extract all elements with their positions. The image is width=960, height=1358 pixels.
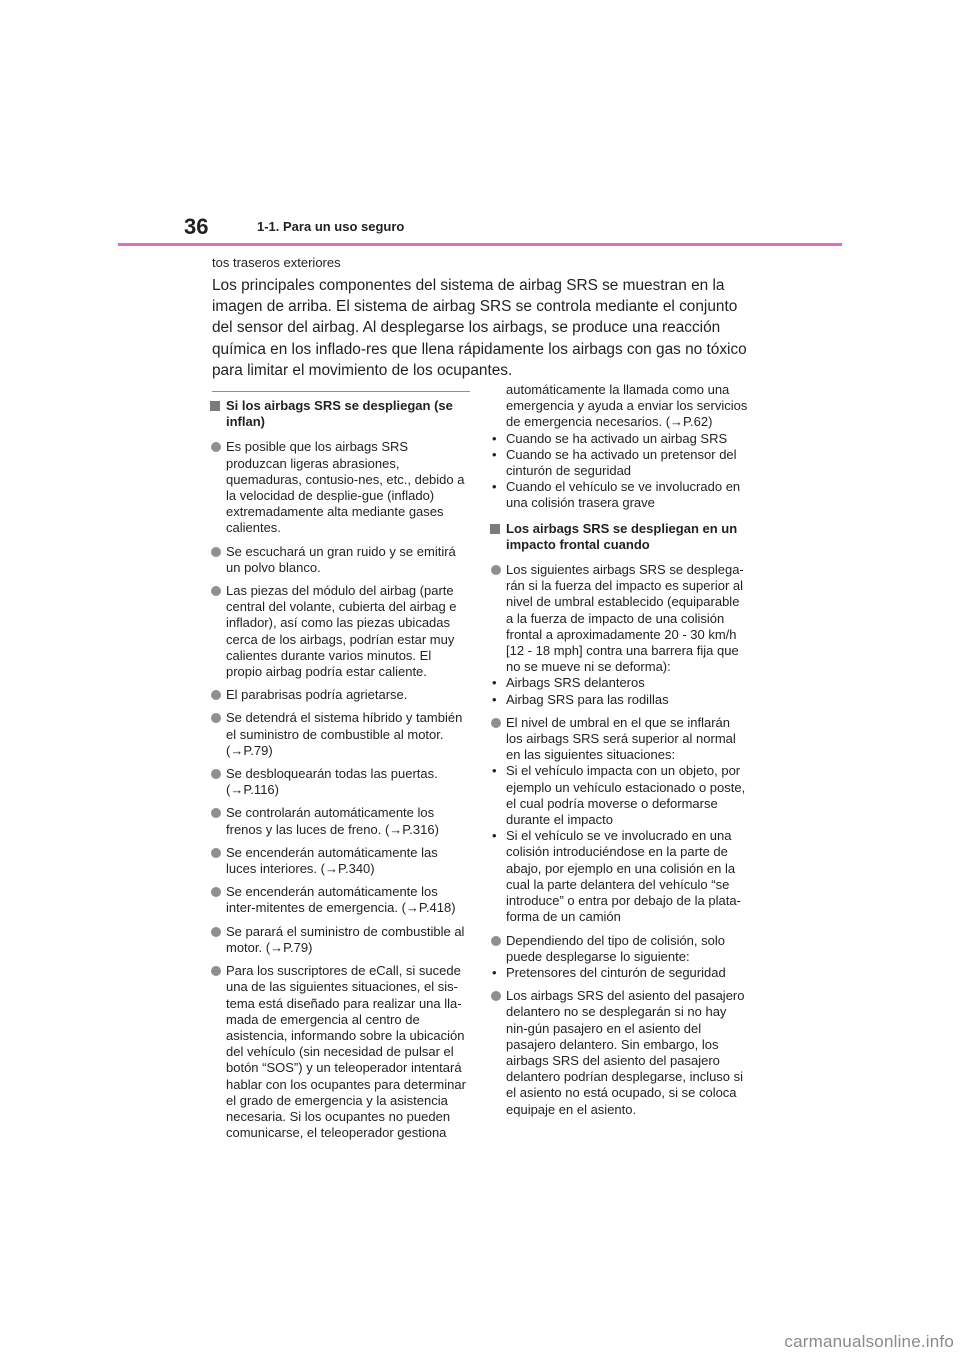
list-item bbox=[490, 988, 748, 1118]
sub-bullet-text: Cuando se ha activado un airbag SRS bbox=[506, 430, 728, 446]
square-bullet-icon bbox=[490, 524, 500, 534]
continued-text: automáticamente la llamada como una emergencia y ayuda a enviar los servicios de emergencia necesarios. (→P.62) bbox=[506, 382, 748, 430]
list-item bbox=[210, 924, 468, 956]
sub-bullet-text: Cuando se ha activado un pretensor del cinturón de seguridad bbox=[506, 446, 737, 479]
circle-bullet-icon bbox=[491, 565, 501, 575]
item-text: Los siguientes airbags SRS se desplega-rán si la fuerza del impacto es superior al nivel de umbral establecido (equiparable a la fuerza de impacto de una colisión frontal a aproximadamente 20 - 30 km/h [12 - 18 mph] contra una barrera fija que no se mueve ni se deforma): bbox=[506, 562, 744, 675]
item-text: El parabrisas podría agrietarse. bbox=[226, 687, 408, 703]
circle-bullet-icon bbox=[491, 718, 501, 728]
circle-bullet-icon bbox=[211, 808, 221, 818]
circle-bullet-icon bbox=[211, 927, 221, 937]
circle-bullet-icon bbox=[211, 690, 221, 700]
item-text: Se parará el suministro de combustible al motor. (→P.79) bbox=[226, 923, 465, 955]
sub-bullet bbox=[490, 965, 748, 981]
page-number: 36 bbox=[184, 214, 209, 239]
watermark: carmanualsonline.info bbox=[784, 1332, 954, 1351]
item-text: Se encenderán automáticamente las luces interiores. (→P.340) bbox=[226, 844, 438, 877]
circle-bullet-icon bbox=[211, 966, 221, 976]
dot-bullet-icon: • bbox=[492, 446, 497, 462]
sub-bullet bbox=[490, 431, 748, 447]
right-column bbox=[490, 382, 748, 1125]
intro-paragraph: Los principales componentes del sistema de airbag SRS se muestran en la imagen de arriba. El sistema de airbag SRS se controla mediante el conjunto del sensor del airbag. Al desplegarse los airbags, se produce una reacción química en los inflado-res que llena rápidamente los airbags con gas no tóxico para limitar el movimiento de los ocupantes. bbox=[212, 277, 747, 379]
list-item bbox=[490, 715, 748, 764]
dot-bullet-icon: • bbox=[492, 430, 497, 446]
list-item bbox=[210, 710, 468, 759]
left-column bbox=[210, 398, 468, 1148]
item-text: Se escuchará un gran ruido y se emitirá un polvo blanco. bbox=[226, 543, 456, 575]
item-text: Se controlarán automáticamente los frenos y las luces de freno. (→P.316) bbox=[226, 805, 439, 837]
list-item bbox=[210, 583, 468, 680]
circle-bullet-icon bbox=[211, 848, 221, 858]
circle-bullet-icon bbox=[211, 442, 221, 452]
item-text: Dependiendo del tipo de colisión, solo puede desplegarse lo siguiente: bbox=[506, 932, 725, 964]
column-divider bbox=[212, 391, 470, 392]
sub-bullet-text: Airbags SRS delanteros bbox=[506, 675, 645, 691]
sub-bullet-text: Si el vehículo impacta con un objeto, por ejemplo un vehículo estacionado o poste, el cual podría moverse o deformarse durante el impacto bbox=[506, 763, 746, 828]
square-bullet-icon bbox=[210, 401, 220, 411]
item-text: Se encenderán automáticamente los inter-mitentes de emergencia. (→P.418) bbox=[226, 884, 456, 916]
circle-bullet-icon bbox=[491, 936, 501, 946]
dot-bullet-icon: • bbox=[492, 479, 497, 495]
list-item bbox=[210, 845, 468, 877]
section-title: 1-1. Para un uso seguro bbox=[257, 219, 405, 234]
circle-bullet-icon bbox=[211, 586, 221, 596]
item-text: Es posible que los airbags SRS produzcan ligeras abrasiones, quemaduras, contusio-nes, etc., debido a la velocidad de desplie-gue (inflado) extremadamente alta mediante gases calientes. bbox=[226, 439, 465, 536]
sub-bullet bbox=[490, 692, 748, 708]
sub-bullet-text: Cuando el vehículo se ve involucrado en una colisión trasera grave bbox=[506, 479, 741, 511]
sub-bullet-text: Si el vehículo se ve involucrado en una colisión introduciéndose en la parte de abajo, por ejemplo en una colisión en la cual la parte delantera del vehículo “se introduce” o entra por debajo de la plata-forma de un camión bbox=[506, 828, 741, 925]
sub-bullet bbox=[490, 763, 748, 828]
item-text: El nivel de umbral en el que se inflarán los airbags SRS será superior al normal en las siguientes situaciones: bbox=[506, 714, 736, 763]
sub-bullet bbox=[490, 479, 748, 511]
circle-bullet-icon bbox=[491, 991, 501, 1001]
item-text: Se detendrá el sistema híbrido y también el suministro de combustible al motor. (→P.79) bbox=[226, 710, 463, 758]
item-text: Para los suscriptores de eCall, si sucede una de las siguientes situaciones, el sis-tema está diseñado para realizar una lla-mada de emergencia al centro de asistencia, informando sobre la ubicación del vehículo (sin necesidad de pulsar el botón “SOS”) y un teleoperador intentará hablar con los ocupantes para determinar el grado de emergencia y la asistencia necesaria. Si los ocupantes no pueden comunicarse, el teleoperador gestiona bbox=[226, 963, 466, 1141]
dot-bullet-icon: • bbox=[492, 675, 497, 691]
header-divider bbox=[118, 243, 842, 246]
list-item bbox=[490, 562, 748, 675]
heading-text: Si los airbags SRS se despliegan (se inflan) bbox=[226, 398, 453, 430]
heading-text: Los airbags SRS se despliegan en un impacto frontal cuando bbox=[506, 520, 738, 552]
item-text: Los airbags SRS del asiento del pasajero delantero no se desplegarán si no hay nin-gún pasajero en el asiento del pasajero delantero. Sin embargo, los airbags SRS del asiento del pasajero delantero podrían desplegarse, incluso si el asiento no está ocupado, si se coloca equipaje en el asiento. bbox=[506, 988, 745, 1117]
list-item bbox=[210, 687, 468, 703]
sub-bullet bbox=[490, 675, 748, 691]
circle-bullet-icon bbox=[211, 887, 221, 897]
list-item bbox=[210, 439, 468, 536]
circle-bullet-icon bbox=[211, 769, 221, 779]
list-item bbox=[210, 884, 468, 916]
list-item bbox=[490, 933, 748, 965]
sub-bullet bbox=[490, 828, 748, 925]
dot-bullet-icon: • bbox=[492, 964, 497, 980]
dot-bullet-icon: • bbox=[492, 763, 497, 779]
circle-bullet-icon bbox=[211, 713, 221, 723]
item-text: Las piezas del módulo del airbag (parte central del volante, cubierta del airbag e inflador), así como las piezas ubicadas cerca de los airbags, podrían estar muy calientes durante varios minutos. El propio airbag podría estar caliente. bbox=[226, 583, 457, 680]
sub-bullet bbox=[490, 447, 748, 479]
list-item bbox=[210, 766, 468, 798]
list-item bbox=[210, 963, 468, 1141]
list-item bbox=[210, 544, 468, 576]
list-item bbox=[210, 805, 468, 837]
dot-bullet-icon: • bbox=[492, 828, 497, 844]
section-heading bbox=[210, 398, 468, 430]
dot-bullet-icon: • bbox=[492, 691, 497, 707]
item-text: Se desbloquearán todas las puertas. (→P.116) bbox=[226, 766, 438, 798]
sub-bullet-text: Pretensores del cinturón de seguridad bbox=[506, 964, 726, 980]
circle-bullet-icon bbox=[211, 547, 221, 557]
section-heading bbox=[490, 521, 748, 553]
continued-caption: tos traseros exteriores bbox=[212, 255, 341, 270]
sub-bullet-text: Airbag SRS para las rodillas bbox=[506, 691, 669, 707]
